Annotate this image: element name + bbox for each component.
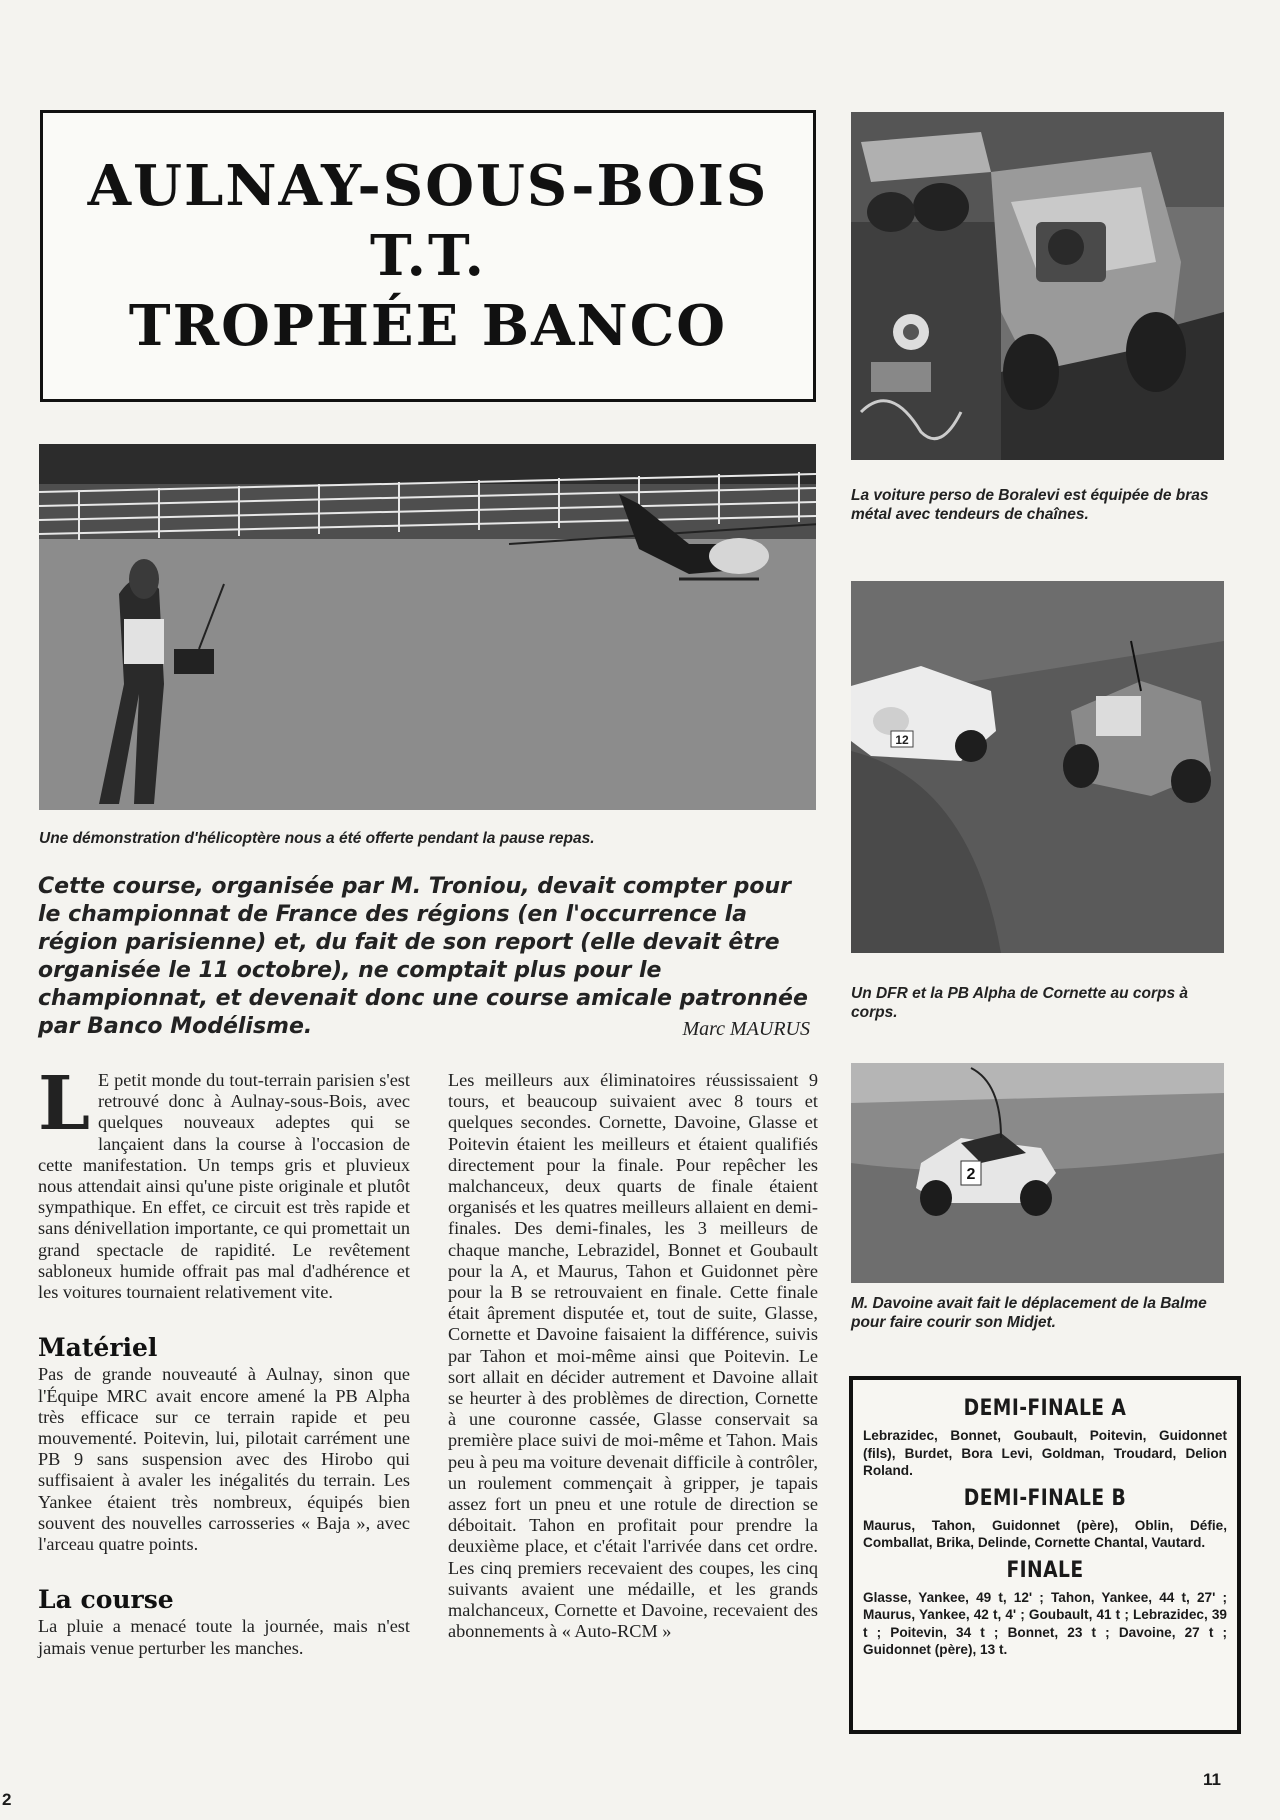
article-intro: E petit monde du tout-terrain parisien s'est retrouvé donc à Aulnay-sous-Bois, avec quelques nouveaux adeptes qui se lançaient dans la course à l'occasion de cette manifestation. Un temps gris et pluvieux nous attendait ainsi qu'une piste originale et plutôt sympathique. En effet, ce circuit est très rapide et sans dénivellation importante, ce qui promettait un grand spectacle de rapidité. Le revêtement sabloneux humide offrait pas mal d'adhérence et les voitures tournaient relativement vite. xyxy=(38,1070,410,1303)
title-box xyxy=(40,110,816,402)
page-number-left: 2 xyxy=(2,1790,12,1809)
page-number-right: 11 xyxy=(1203,1770,1221,1789)
helicopter-image xyxy=(39,444,816,810)
article-course: La pluie a menacé toute la journée, mais n'est jamais venue perturber les manches. xyxy=(38,1616,410,1658)
photo-boralevi-car xyxy=(851,112,1224,460)
article-materiel: Pas de grande nouveauté à Aulnay, sinon que l'Équipe MRC avait encore amené la PB Alpha très efficace sur ce terrain rapide et peu mouvementé. Poitevin, lui, pilotait carrément une PB 9 sans suspension avec des Hirobo qui suffisaient à avaler les inégalités du terrain. Les Yankee étaient très nombreux, équipés bien souvent des nouvelles carrosseries « Baja », avec l'arceau quatre points. xyxy=(38,1364,410,1555)
dfr-pb-alpha-image xyxy=(851,581,1224,953)
photo-dfr-pb-alpha xyxy=(851,581,1224,953)
results-box xyxy=(849,1376,1241,1734)
heading-demi-finale-a: DEMI-FINALE A xyxy=(963,1396,1127,1421)
drop-cap: L xyxy=(38,1061,91,1147)
davoine-midjet-image xyxy=(851,1063,1224,1283)
results-finale: Glasse, Yankee, 49 t, 12' ; Tahon, Yankee, 44 t, 27' ; Maurus, Yankee, 42 t, 4' ; Goubault, 41 t ; Lebrazidec, 39 t ; Poitevin, 34 t ; Bonnet, 23 t ; Davoine, 27 t ; Guidonnet (père), 13 t. xyxy=(863,1589,1227,1657)
lead-paragraph: Cette course, organisée par M. Troniou, devait compter pour le championnat de France des régions (en l'occurrence la région parisienne) et, du fait de son report (elle devait être organisée le 11 octobre), ne comptait plus pour le championnat, et devenait donc une course amicale patronnée par Banco Modélisme. xyxy=(38,874,808,1039)
photo-davoine-midjet xyxy=(851,1063,1224,1283)
results-demi-finale-b: Maurus, Tahon, Guidonnet (père), Oblin, Défie, Comballat, Brika, Delinde, Cornette Chantal, Vautard. xyxy=(863,1517,1227,1550)
heading-la-course: La course xyxy=(38,1585,174,1615)
article-column-2-text: Les meilleurs aux éliminatoires réussissaient 9 tours, et beaucoup suivaient avec 8 tours et quelques secondes. Cornette, Davoine, Glasse et Poitevin étaient les meilleurs et étaient qualifiés directement pour la finale. Pour repêcher les malchanceux, deux quarts de finale étaient organisés et les quatres meilleurs allaient en demi-finales. Des demi-finales, les 3 meilleurs de chaque manche, Lebrazidel, Bonnet et Goubault pour la A, et Maurus, Tahon et Guidonnet père pour la B se retrouvaient en finale. Cette finale était âprement disputée et, tout de suite, Glasse, Cornette et Davoine faisaient la différence, suivis par Tahon et moi-même ainsi que Poitevin. Le sort allait en décider autrement et Davoine allait se heurter à des problèmes de direction, Cornette à une couronne cassée, Glasse conservait sa première place suivi de moi-même et Tahon. Mais peu à peu ma voiture devenait difficile à contrôler, un roulement commençait à gripper, je tapais assez fort un pneu et une rotule de direction se déboitait. Tahon en profitait pour prendre la deuxième place, et c'était l'arrivée dans cet ordre. Les cinq premiers recevaient des coupes, les cinq suivants avaient une médaille, et les grands malchanceux, Cornette et Davoine, recevaient des abonnements à « Auto-RCM » xyxy=(448,1070,818,1642)
results-demi-finale-a: Lebrazidec, Bonnet, Goubault, Poitevin, Guidonnet (fils), Burdet, Bora Levi, Goldman, Troudard, Delion Roland. xyxy=(863,1428,1227,1478)
heading-finale: FINALE xyxy=(1006,1557,1084,1583)
boralevi-car-image xyxy=(851,112,1224,460)
title-line-3: TROPHÉE BANCO xyxy=(128,293,728,359)
title-line-1: AULNAY-SOUS-BOIS xyxy=(87,153,769,219)
heading-demi-finale-b: DEMI-FINALE B xyxy=(963,1485,1127,1511)
caption-dfr: Un DFR et la PB Alpha de Cornette au corps à corps. xyxy=(851,985,1189,1021)
article-column-2 xyxy=(448,1070,818,1642)
title-line-2: T.T. xyxy=(370,223,486,289)
car-number-2: 2 xyxy=(966,1166,976,1183)
article-column-1 xyxy=(38,1061,410,1659)
caption-davoine: M. Davoine avait fait le déplacement de la Balme pour faire courir son Midjet. xyxy=(851,1295,1207,1331)
author: Marc MAURUS xyxy=(682,1018,810,1040)
car-number-12: 12 xyxy=(895,733,909,747)
heading-materiel: Matériel xyxy=(38,1333,158,1363)
caption-boralevi: La voiture perso de Boralevi est équipée de bras métal avec tendeurs de chaînes. xyxy=(851,487,1209,523)
photo-helicopter xyxy=(39,444,816,810)
caption-helicopter: Une démonstration d'hélicoptère nous a été offerte pendant la pause repas. xyxy=(39,830,595,847)
